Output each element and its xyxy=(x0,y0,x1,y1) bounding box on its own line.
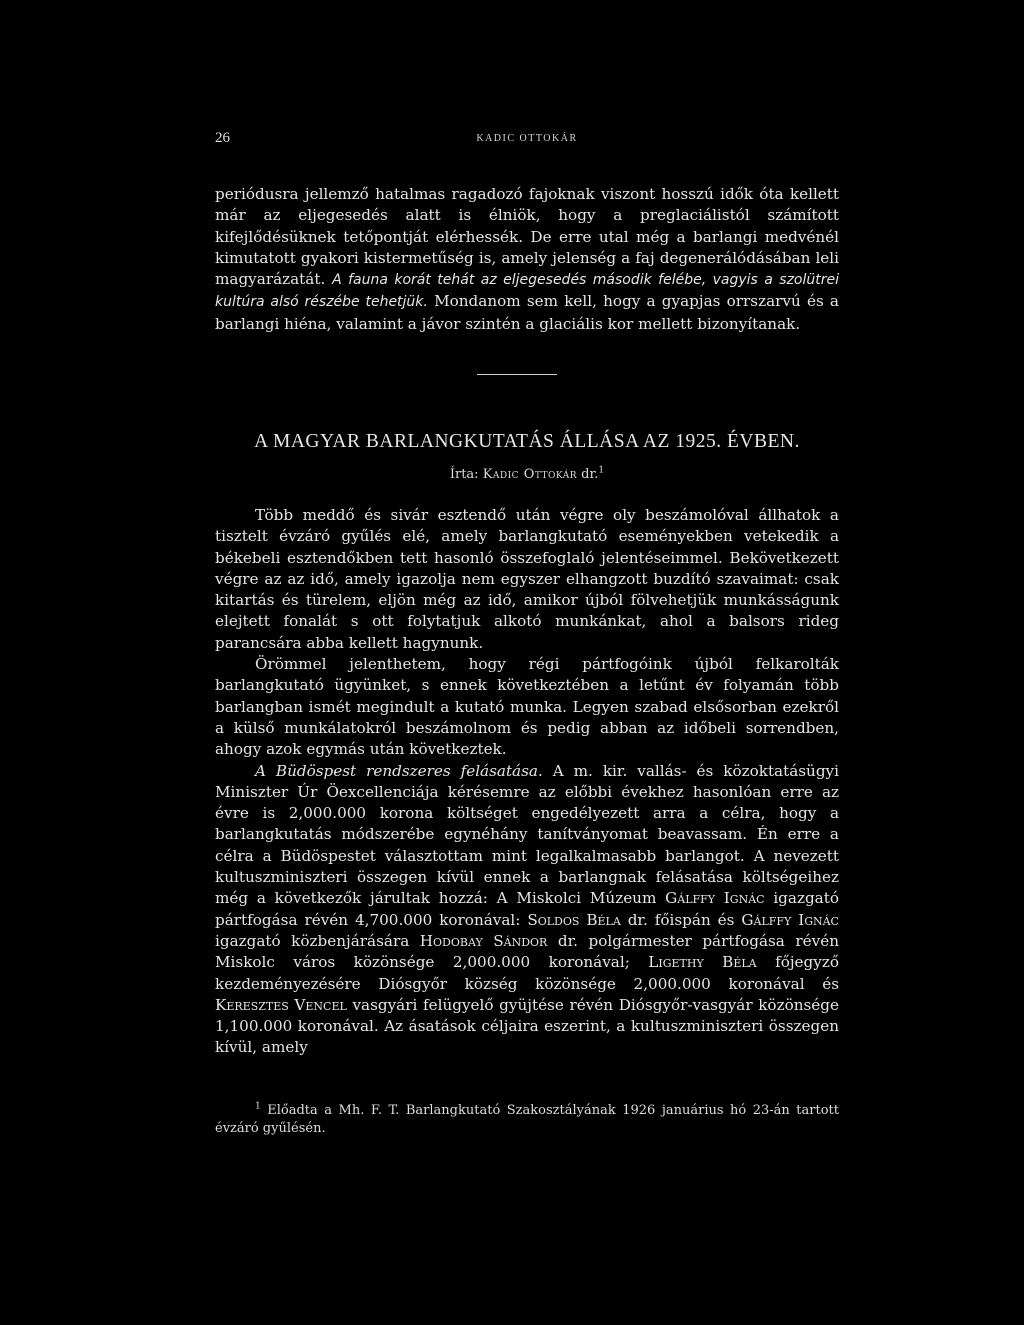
paragraph-italic-text: A fauna korát tehát az eljegesedés második felébe, vagyis a szolütrei kultúra alsó részébe tehetjük. xyxy=(215,272,839,311)
person-name: Gálffy Ignác xyxy=(741,910,839,929)
byline-suffix: dr. xyxy=(577,467,599,482)
paragraph-text: igazgató pártfogása révén 4,700.000 koronával: xyxy=(215,889,839,929)
footnote-body: Előadta a Mh. F. T. Barlangkutató Szakosztályának 1926 januárius hó 23-án tartott évzáró gyűlésén. xyxy=(215,1103,839,1136)
paragraph-continuation xyxy=(215,184,839,335)
article-title: A MAGYAR BARLANGKUTATÁS ÁLLÁSA AZ 1925. ÉVBEN. xyxy=(254,431,800,452)
paragraph-text: főjegyző kezdeményezésére Diósgyőr község közönsége 2,000.000 koronával és xyxy=(215,953,839,993)
page-number: 26 xyxy=(215,130,230,146)
paragraph-text: igazgató közbenjárására xyxy=(215,931,420,950)
paragraph xyxy=(215,761,839,1059)
paragraph-text: Mondanom sem kell, hogy a gyapjas orrszarvú és a barlangi hiéna, valamint a jávor szintén a glaciális kor mellett bizonyítanak. xyxy=(215,292,839,333)
byline-author: Kadic Ottokár xyxy=(482,467,578,482)
paragraph: Örömmel jelenthetem, hogy régi pártfogóink újból felkarolták barlangkutató ügyünket, s ennek következtében a letűnt év folyamán több barlangban ismét megindult a kutató munka. Legyen szabad elsősorban ezekről a külső munkálatokról beszámolnom és pedig abban az időbeli sorrendben, ahogy azok egymás után következtek. xyxy=(215,655,839,759)
person-name: Hodobay Sándor xyxy=(419,931,548,950)
footnote-reference: 1 xyxy=(598,465,605,476)
person-name: Keresztes Vencel xyxy=(215,995,347,1014)
paragraph: Több meddő és sivár esztendő után végre oly beszámolóval állhatok a tisztelt évzáró gyűlés elé, amely barlangkutató eseményekben vetekedik a békebeli esztendőkben tett hasonló összefoglaló jelentéseimmel. Bekövetkezett végre az az idő, amely igazolja nem egyszer elhangzott buzdító szavaimat: csak kitartás és türelem, eljön még az idő, amikor újból fölvehetjük munkásságunk elejtett fonalát s ott folytatjuk alkotó munkánkat, ahol a balsors rideg parancsára abba kellett hagynunk. xyxy=(215,506,839,652)
byline xyxy=(215,467,839,482)
running-title: KADIC OTTOKÁR xyxy=(476,133,578,144)
person-name: Gálffy Ignác xyxy=(665,889,765,908)
section-divider xyxy=(477,374,557,375)
person-name: Ligethy Béla xyxy=(648,953,757,972)
paragraph-text: dr. főispán és xyxy=(620,910,742,929)
paragraph-text: dr. polgármester pártfogása révén Miskolc város közönsége 2,000.000 koronával; xyxy=(215,931,839,972)
footnote xyxy=(215,1102,839,1138)
paragraph-text: vasgyári felügyelő gyüjtése révén Diósgyőr-vasgyár közönsége 1,100.000 koronával. Az ásatások céljaira eszerint, a kultuszminiszteri összegen kívül, amely xyxy=(215,995,839,1057)
section-heading-italic: A Büdöspest rendszeres felásatása. xyxy=(255,761,543,780)
person-name: Soldos Béla xyxy=(527,910,621,929)
byline-prefix: Írta: xyxy=(449,467,483,482)
paragraph-text: periódusra jellemző hatalmas ragadozó fajoknak viszont hosszú idők óta kellett már az eljegesedés alatt is élniök, hogy a preglaciálistól számított kifejlődésüknek tetőpontját elérhessék. De erre utal még a barlangi medvénél kimutatott gyakori kistermetűség is, amely jelenség a faj degenerálódásában leli magyarázatát. xyxy=(215,185,839,289)
running-head xyxy=(215,130,839,152)
article-body xyxy=(215,505,839,1059)
footnote-mark: 1 xyxy=(255,1101,261,1112)
paragraph-text: A m. kir. vallás- és közoktatásügyi Miniszter Úr Öexcellenciája kérésemre az előbbi évekhez hasonlóan erre az évre is 2,000.000 korona költséget engedélyezett arra a célra, hogy a barlangkutatás módszerébe egynéhány tanítványomat beavassam. Én erre a célra a Büdöspestet választottam mint legalkalmasabb barlangot. A nevezett kultuszminiszteri összegen kívül ennek a barlangnak felásatása költségeihez még a következők járultak hozzá: A Miskolci Múzeum xyxy=(215,761,839,908)
footnote-text xyxy=(215,1102,839,1138)
